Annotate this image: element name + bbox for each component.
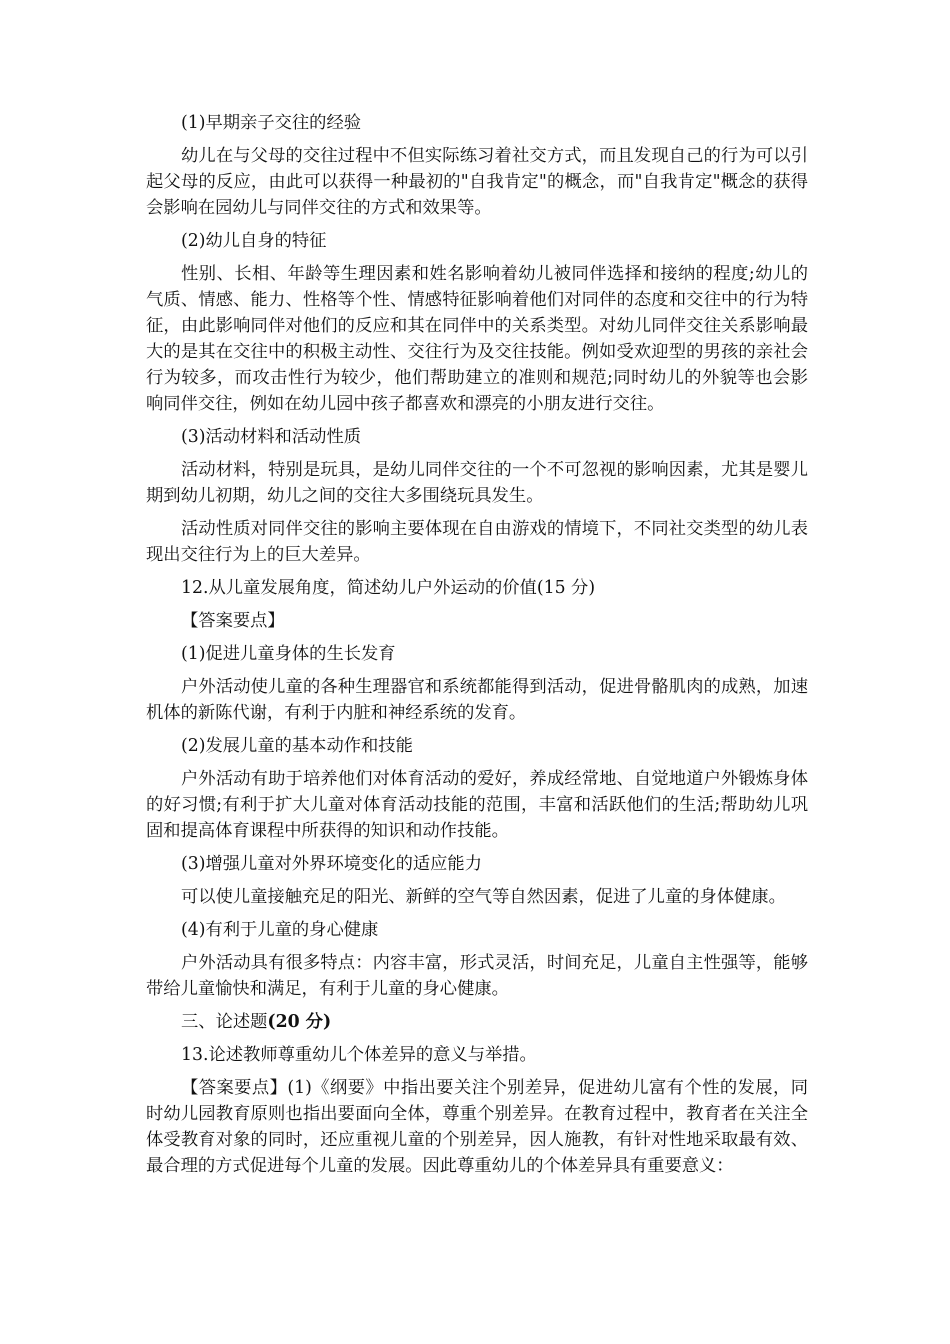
answer-heading-growth: (1)促进儿童身体的生长发育: [181, 644, 396, 664]
answer-heading-mental-health: (4)有利于儿童的身心健康: [181, 920, 379, 940]
paragraph-child-characteristics: 性别、长相、年龄等生理因素和姓名影响着幼儿被同伴选择和接纳的程度;幼儿的气质、情感、能力、性格等个性、情感特征影响着他们对同伴的态度和交往中的行为特征，由此影响同伴对他们的反应和其在同伴中的关系类型。对幼儿同伴交往关系影响最大的是其在交往中的积极主动性、交往行为及交往技能。例如受欢迎型的男孩的亲社会行为较多，而攻击性行为较少，他们帮助建立的准则和规范;同时幼儿的外貌等也会影响同伴交往，例如在幼儿园中孩子都喜欢和漂亮的小朋友进行交往。: [146, 264, 808, 414]
section-three-title: [146, 1009, 808, 1035]
paragraph-activity-nature: 活动性质对同伴交往的影响主要体现在自由游戏的情境下，不同社交类型的幼儿表现出交往行为上的巨大差异。: [146, 519, 808, 565]
answer-key-label: 【答案要点】: [181, 611, 285, 631]
question-13-answer-label: 【答案要点】: [181, 1078, 288, 1098]
section-heading-activity-materials: (3)活动材料和活动性质: [181, 427, 362, 447]
answer-heading-motor-skills: (2)发展儿童的基本动作和技能: [181, 736, 413, 756]
answer-paragraph-mental-health: 户外活动具有很多特点：内容丰富，形式灵活，时间充足，儿童自主性强等，能够带给儿童愉快和满足，有利于儿童的身心健康。: [146, 953, 808, 999]
paragraph-early-parent-child: 幼儿在与父母的交往过程中不但实际练习着社交方式，而且发现自己的行为可以引起父母的反应，由此可以获得一种最初的"自我肯定"的概念，而"自我肯定"概念的获得会影响在园幼儿与同伴交往的方式和效果等。: [146, 146, 808, 218]
answer-paragraph-growth: 户外活动使儿童的各种生理器官和系统都能得到活动，促进骨骼肌肉的成熟，加速机体的新陈代谢，有利于内脏和神经系统的发育。: [146, 677, 808, 723]
section-heading-child-characteristics: (2)幼儿自身的特征: [181, 231, 327, 251]
document-page: [146, 110, 808, 1186]
question-13: 13.论述教师尊重幼儿个体差异的意义与举措。: [181, 1045, 537, 1065]
question-13-answer-text: (1)《纲要》中指出要关注个别差异，促进幼儿富有个性的发展，同时幼儿园教育原则也指出要面向全体，尊重个别差异。在教育过程中，教育者在关注全体受教育对象的同时，还应重视儿童的个别差异，因人施教，有针对性地采取最有效、最合理的方式促进每个儿童的发展。因此尊重幼儿的个体差异具有重要意义：: [146, 1078, 808, 1176]
question-12: 12.从儿童发展角度，简述幼儿户外运动的价值(15 分): [181, 578, 596, 598]
section-three-points: (20 分): [267, 1012, 332, 1032]
paragraph-activity-materials: 活动材料，特别是玩具，是幼儿同伴交往的一个不可忽视的影响因素，尤其是婴儿期到幼儿初期，幼儿之间的交往大多围绕玩具发生。: [146, 460, 808, 506]
answer-paragraph-motor-skills: 户外活动有助于培养他们对体育活动的爱好，养成经常地、自觉地道户外锻炼身体的好习惯;有利于扩大儿童对体育活动技能的范围，丰富和活跃他们的生活;帮助幼儿巩固和提高体育课程中所获得的知识和动作技能。: [146, 769, 808, 841]
answer-heading-adaptability: (3)增强儿童对外界环境变化的适应能力: [181, 854, 482, 874]
section-heading-early-parent-child: (1)早期亲子交往的经验: [181, 113, 362, 133]
question-13-answer: [146, 1075, 808, 1179]
section-three-prefix: 三、论述题: [181, 1012, 268, 1032]
answer-paragraph-adaptability: 可以使儿童接触充足的阳光、新鲜的空气等自然因素，促进了儿童的身体健康。: [181, 887, 786, 907]
